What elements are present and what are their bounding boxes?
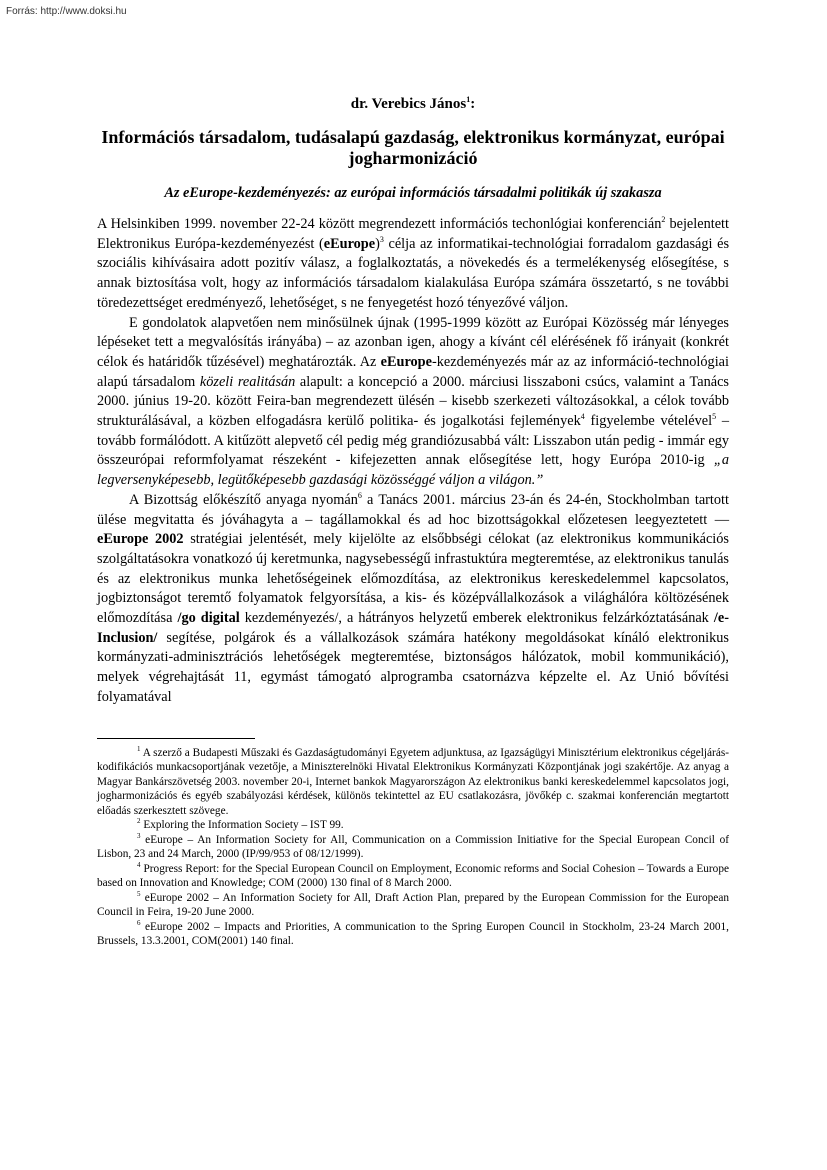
footnote-number: 2 — [137, 817, 141, 826]
text-run: bejelentett Elektronikus Európa-kezdeményezést ( — [97, 216, 729, 252]
author-colon: : — [470, 96, 476, 112]
text-run: figyelembe vételével — [584, 413, 713, 430]
term-eeurope: eEurope — [380, 353, 432, 370]
text-run: kezdeményezés/, a hátrányos helyzetű emberek elektronikus felzárkóztatásának — [239, 610, 714, 627]
source-label: Forrás: http://www.doksi.hu — [6, 6, 127, 17]
section-subtitle: Az eEurope-kezdeményezés: az európai információs társadalmi politikák új szakasza — [164, 185, 662, 201]
text-run: – tovább formálódott. A kitűzött alepvető cél pedig még grandiózusabbá vált: Lisszabon után pedig - immár egy összeurópai reformfolyamat részeként - kifejezetten annak elősegítése lett, hogy Európa 2010-ig — [97, 413, 729, 469]
term-eeurope: eEurope — [323, 235, 376, 252]
text-run: ) — [375, 235, 380, 252]
text-run: célja az informatikai-technológiai forradalom gazdasági és szociális kihívásaira adott pozitív válasz, a foglalkoztatás, a növekedés és a termelékenység elősegítése, s annak biztosítása volt, hogy az információs társadalom kialakulása Európa számára összetartó, s ne további töredezettséget eredményező, lehetőséget, s ne fenyegetést hozó tényezővé váljon. — [97, 235, 730, 311]
footnote-text: eEurope 2002 – An Information Society for All, Draft Action Plan, prepared by the European Commission for the European Council in Feira, 19-20 June 2000. — [97, 891, 729, 919]
footnote-number: 5 — [137, 889, 141, 898]
text-run: A Bizottság előkészítő anyaga nyomán — [129, 491, 358, 508]
footnote-6 — [97, 920, 729, 949]
author-line — [97, 96, 729, 113]
text-run: stratégiai jelentését, mely kijelölte az elsőbbségi célokat (az elektronikus kommunikációs szolgáltatásokra vonatkozó új keretmunka, nagysebességű infrastuktúra megteremtése, az elektronikus tanulás és az elektronikus munka lehetőségeinek előmozdítása, az elektronikus kereskedelemmel kapcsolatos, jogbiztonságot teremtő folyamatok felgyorsítása, a kis- és középvállalkozások a világhálóra költözésének előmozdítása — [97, 531, 729, 627]
footnote-number: 4 — [137, 860, 141, 869]
page-title: Információs társadalom, tudásalapú gazdaság, elektronikus kormányzat, európai jogharmonizáció — [101, 127, 725, 168]
footnote-ref-2: 2 — [661, 215, 666, 225]
term-e-inclusion: /e-Inclusion/ — [97, 610, 729, 646]
footnote-text: A szerző a Budapesti Műszaki és Gazdaságtudományi Egyetem adjunktusa, az Igazságügyi Minisztérium elektronikus cégeljárás-kodifikációs munkacsoportjának vezetője, a Miniszterelnöki Hivatal Elektronikus Kormányzati Központjának jogi szakértője. Az anyag a Magyar Bankárszövetség 2003. november 20-i, Internet bankok Magyarországon Az elektronikus banki kereskedelemmel kapcsolatos jogi, jogharmonizációs és egyéb szabályozási kérdések, különös tekintettel az EU csatlakozásra, jövőkép c. szakmai konferencián megtartott előadás szerkesztett szövege. — [97, 746, 729, 817]
text-run: segítése, polgárok és a vállalkozások számára hatékony megoldásokat kínáló elektronikus kormányzati-adminisztrációs lehetőségek megteremtése, biztonságos hálózatok, mobil kommunikáció), melyek végrehajtását 11, egymást támogató alprogramba csatornázva képzelte el. Az Unió bővítési folyamatával — [97, 629, 729, 705]
quote-text: „a legversenyképesebb, legütőképesebb gazdasági közösséggé váljon a világon.” — [97, 452, 729, 489]
footnote-text: eEurope 2002 – Impacts and Priorities, A communication to the Spring Europen Council in Stockholm, 23-24 March 2001, Brussels, 13.3.2001, COM(2001) 140 final. — [97, 920, 729, 948]
document-page — [97, 96, 729, 949]
footnote-ref-4: 4 — [580, 412, 585, 422]
footnote-ref-6: 6 — [357, 491, 362, 501]
term-eeurope-2002: eEurope 2002 — [97, 531, 184, 548]
text-run: A Helsinkiben 1999. november 22-24 között megrendezett információs techonlógiai konferencián — [97, 216, 662, 232]
footnote-divider — [97, 738, 255, 739]
footnote-4 — [97, 862, 729, 891]
text-run: a Tanács 2001. március 23-án és 24-én, Stockholmban tartott ülése megvitatta és jóváhagyta a – tagállamokkal és ad hoc bizottságokkal előzetesen leegyeztetett — — [97, 491, 729, 528]
footnote-number: 1 — [137, 744, 141, 753]
body-text — [97, 215, 729, 708]
footnote-text: Exploring the Information Society – IST 99. — [140, 819, 344, 832]
footnote-ref-1: 1 — [466, 95, 471, 104]
term-go-digital: /go digital — [177, 610, 240, 627]
footnote-1 — [97, 746, 729, 819]
footnote-3 — [97, 833, 729, 862]
footnote-number: 3 — [137, 831, 141, 840]
paragraph-1 — [97, 215, 729, 314]
text-run: E gondolatok alapvetően nem minősülnek újnak (1995-1999 között az Európai Közösség már lényeges lépéseket tett a megvalósítás irányába) – az azonban igen, ahogy a kívánt cél elérésének fő irányait (konkrét célok és határidők tűzésével) meghatározták. Az — [97, 314, 729, 370]
footnote-5 — [97, 891, 729, 920]
footnotes — [97, 746, 729, 949]
author-name: dr. Verebics János — [350, 96, 467, 112]
emphasis-text: közeli realitásán — [199, 373, 296, 390]
footnote-number: 6 — [137, 918, 141, 927]
footnote-ref-5: 5 — [712, 412, 717, 422]
text-run: alapult: a koncepció a 2000. márciusi lisszaboni csúcs, valamint a Tanács 2000. június 19-20. között Feira-ban megrendezett ülésén – kisebb szerkezeti változásokkal, a célok tovább strukturálásával, a közben elfogadásra kerülő politika- és jogalkotási fejlemények — [97, 373, 729, 430]
footnote-ref-3: 3 — [379, 234, 384, 244]
footnote-text: Progress Report: for the Special European Council on Employment, Economic reforms and Social Cohesion – Towards a Europe based on Innovation and Knowledge; COM (2000) 130 final of 8 March 2000. — [97, 862, 729, 890]
text-run: -kezdeményezés már az az információ-technológiai alapú társadalom — [97, 353, 729, 390]
footnote-2 — [97, 818, 729, 833]
footnote-text: eEurope – An Information Society for All, Communication on a Commission Initiative for the Special European Concil of Lisbon, 23 and 24 March, 2000 (IP/99/953 of 08/12/1999). — [97, 833, 729, 861]
paragraph-3 — [97, 491, 729, 708]
paragraph-2 — [97, 314, 729, 491]
